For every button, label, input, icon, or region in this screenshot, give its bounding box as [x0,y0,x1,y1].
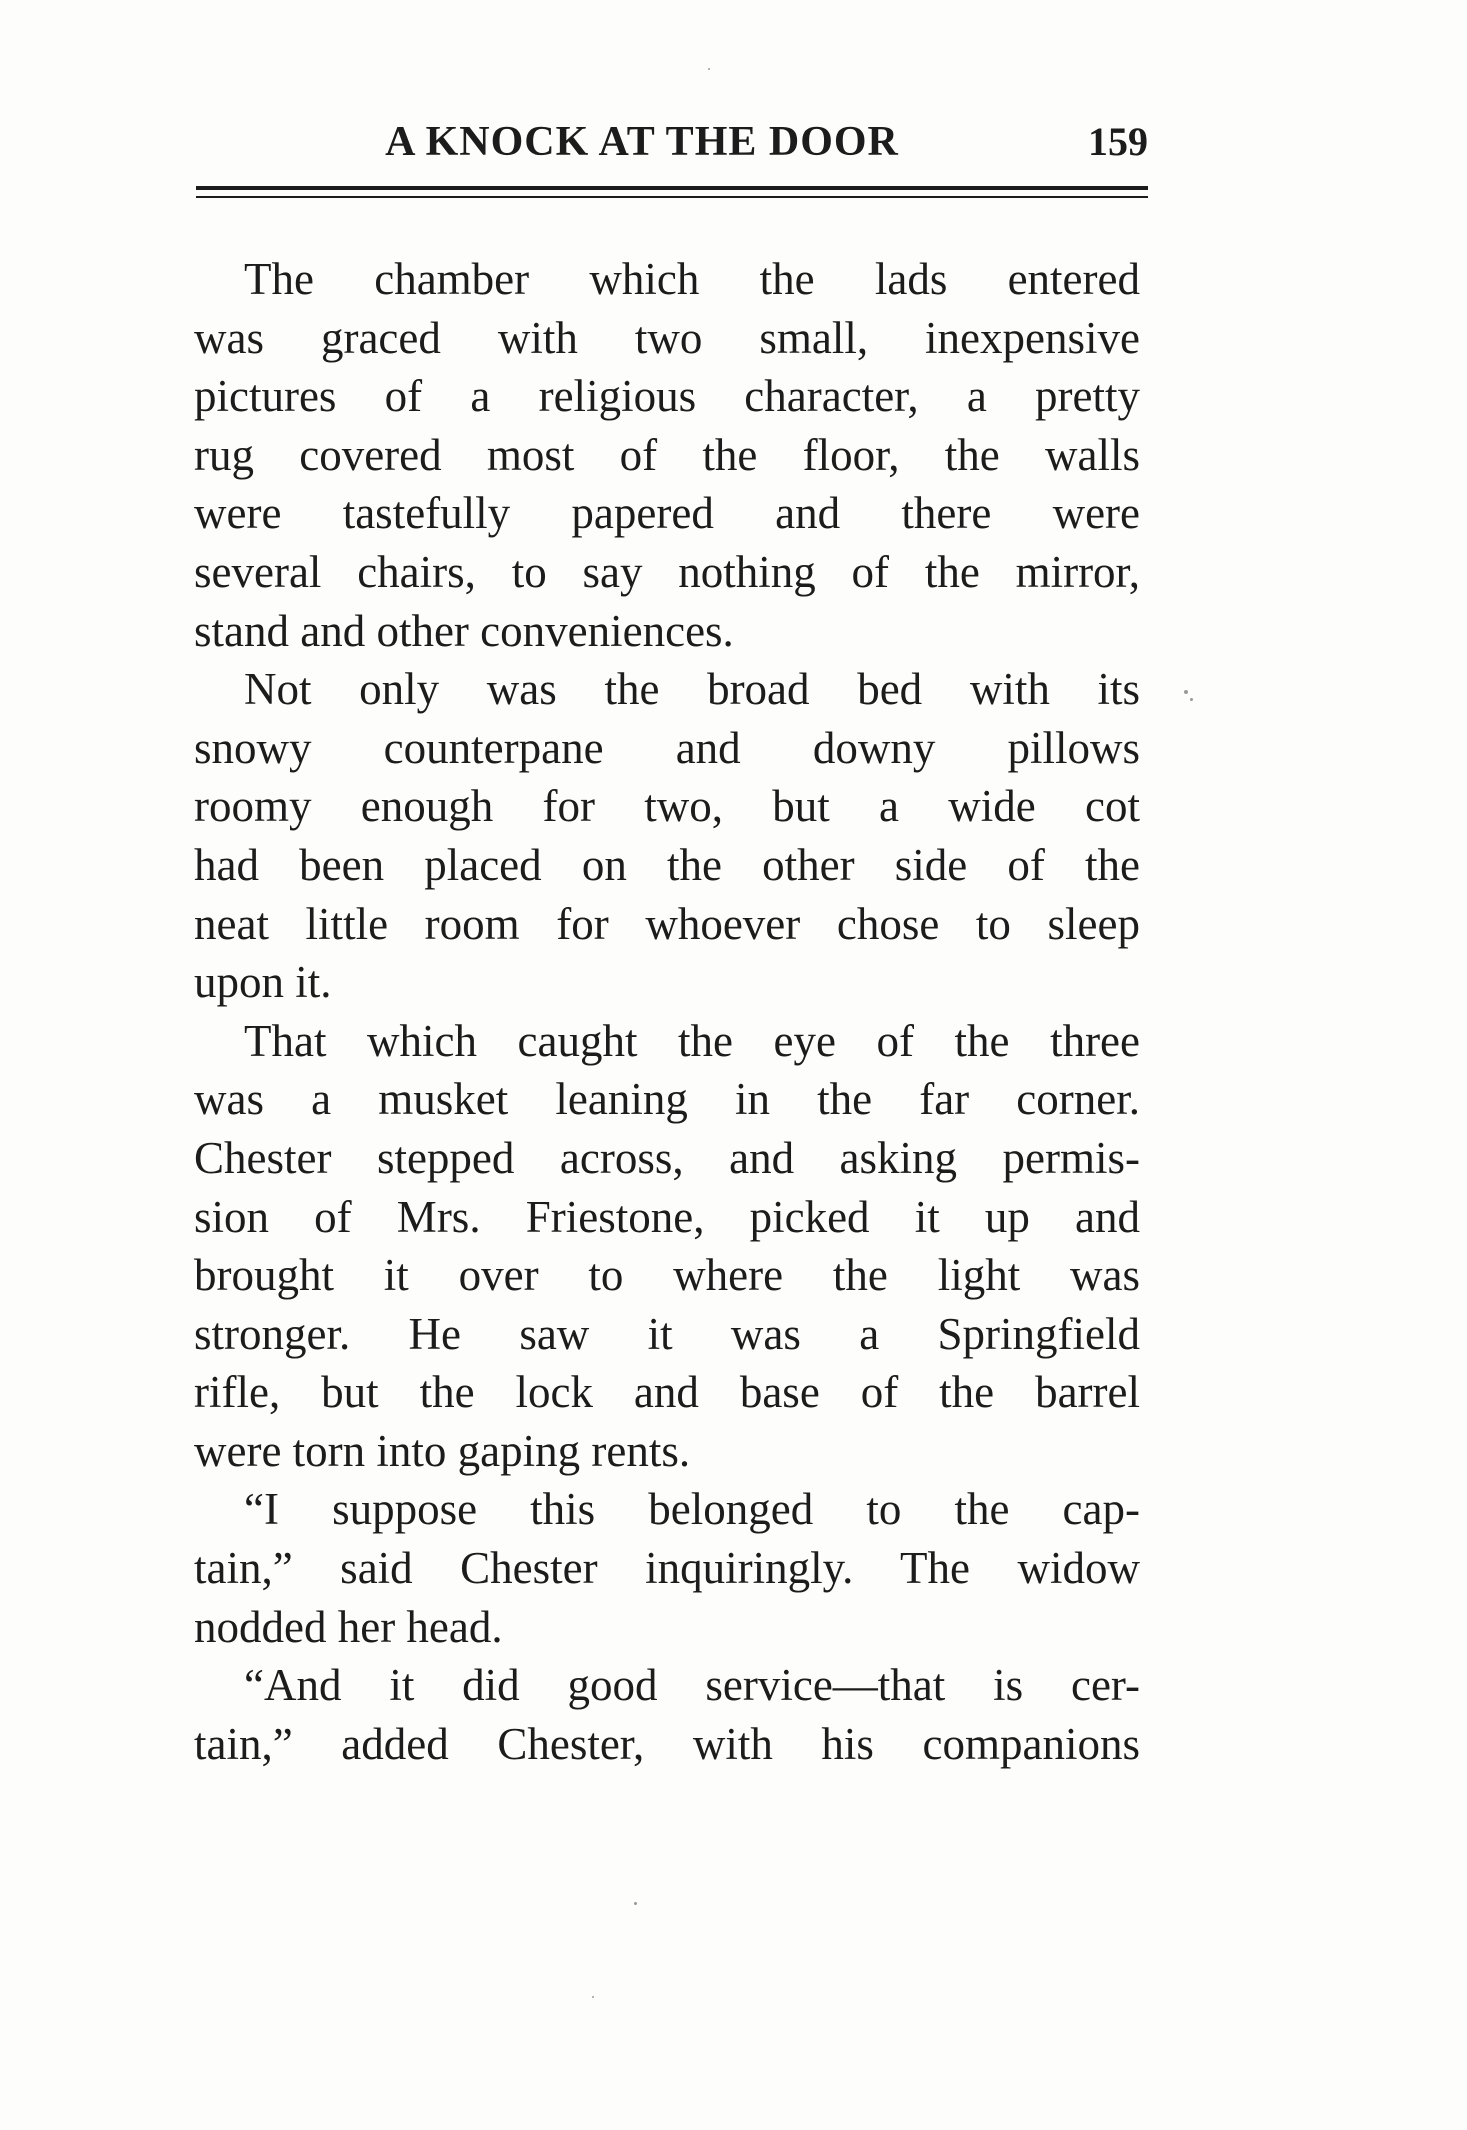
paragraph-4 [194,1480,1140,1656]
paragraph-1 [194,250,1140,660]
text-line: The chamber which the lads entered [244,254,1140,304]
running-head [196,112,1148,172]
scan-speck [634,1902,637,1905]
text-line: were torn into gaping rents. [194,1425,691,1476]
text-line: pictures of a religious character, a pretty [194,371,1140,422]
text-line: had been placed on the other side of the [194,839,1140,890]
text-line: rifle, but the lock and base of the barrel [194,1367,1140,1418]
scan-speck [1184,690,1188,694]
text-line: nodded her head. [194,1601,503,1652]
text-line: sion of Mrs. Friestone, picked it up and [194,1191,1140,1242]
paragraph-3 [194,1012,1140,1481]
header-rule-thick [196,186,1148,190]
text-line: Not only was the broad bed with its [244,664,1140,715]
text-line: tain,” said Chester inquiringly. The widow [194,1543,1140,1594]
scan-speck [708,68,710,70]
text-line: upon it. [194,957,332,1008]
paragraph-2 [194,660,1140,1012]
scan-speck [592,1996,594,1998]
text-line: stronger. He saw it was a Springfield [194,1308,1140,1359]
text-line: tain,” added Chester, with his companions [194,1718,1140,1769]
text-line: rug covered most of the floor, the walls [194,429,1140,480]
text-line: snowy counterpane and downy pillows [194,722,1140,773]
text-line: neat little room for whoever chose to sleep [194,898,1140,949]
page-number: 159 [1088,119,1148,164]
body-text [194,250,1140,1773]
paragraph-5 [194,1656,1140,1773]
text-line: “I suppose this belonged to the cap- [244,1484,1140,1535]
text-line: That which caught the eye of the three [244,1015,1140,1066]
header-rule-thin [196,196,1148,198]
text-line: was a musket leaning in the far corner. [194,1074,1140,1125]
text-line: several chairs, to say nothing of the mirror, [194,546,1140,597]
chapter-title: A KNOCK AT THE DOOR [385,119,899,165]
text-line: brought it over to where the light was [194,1250,1140,1301]
scan-speck [1190,698,1193,701]
text-line: roomy enough for two, but a wide cot [194,781,1140,832]
text-line: were tastefully papered and there were [194,488,1140,539]
text-line: stand and other conveniences. [194,605,734,656]
text-line: “And it did good service—that is cer- [244,1660,1140,1711]
text-line: Chester stepped across, and asking permis- [194,1132,1140,1183]
text-line: was graced with two small, inexpensive [194,312,1140,363]
